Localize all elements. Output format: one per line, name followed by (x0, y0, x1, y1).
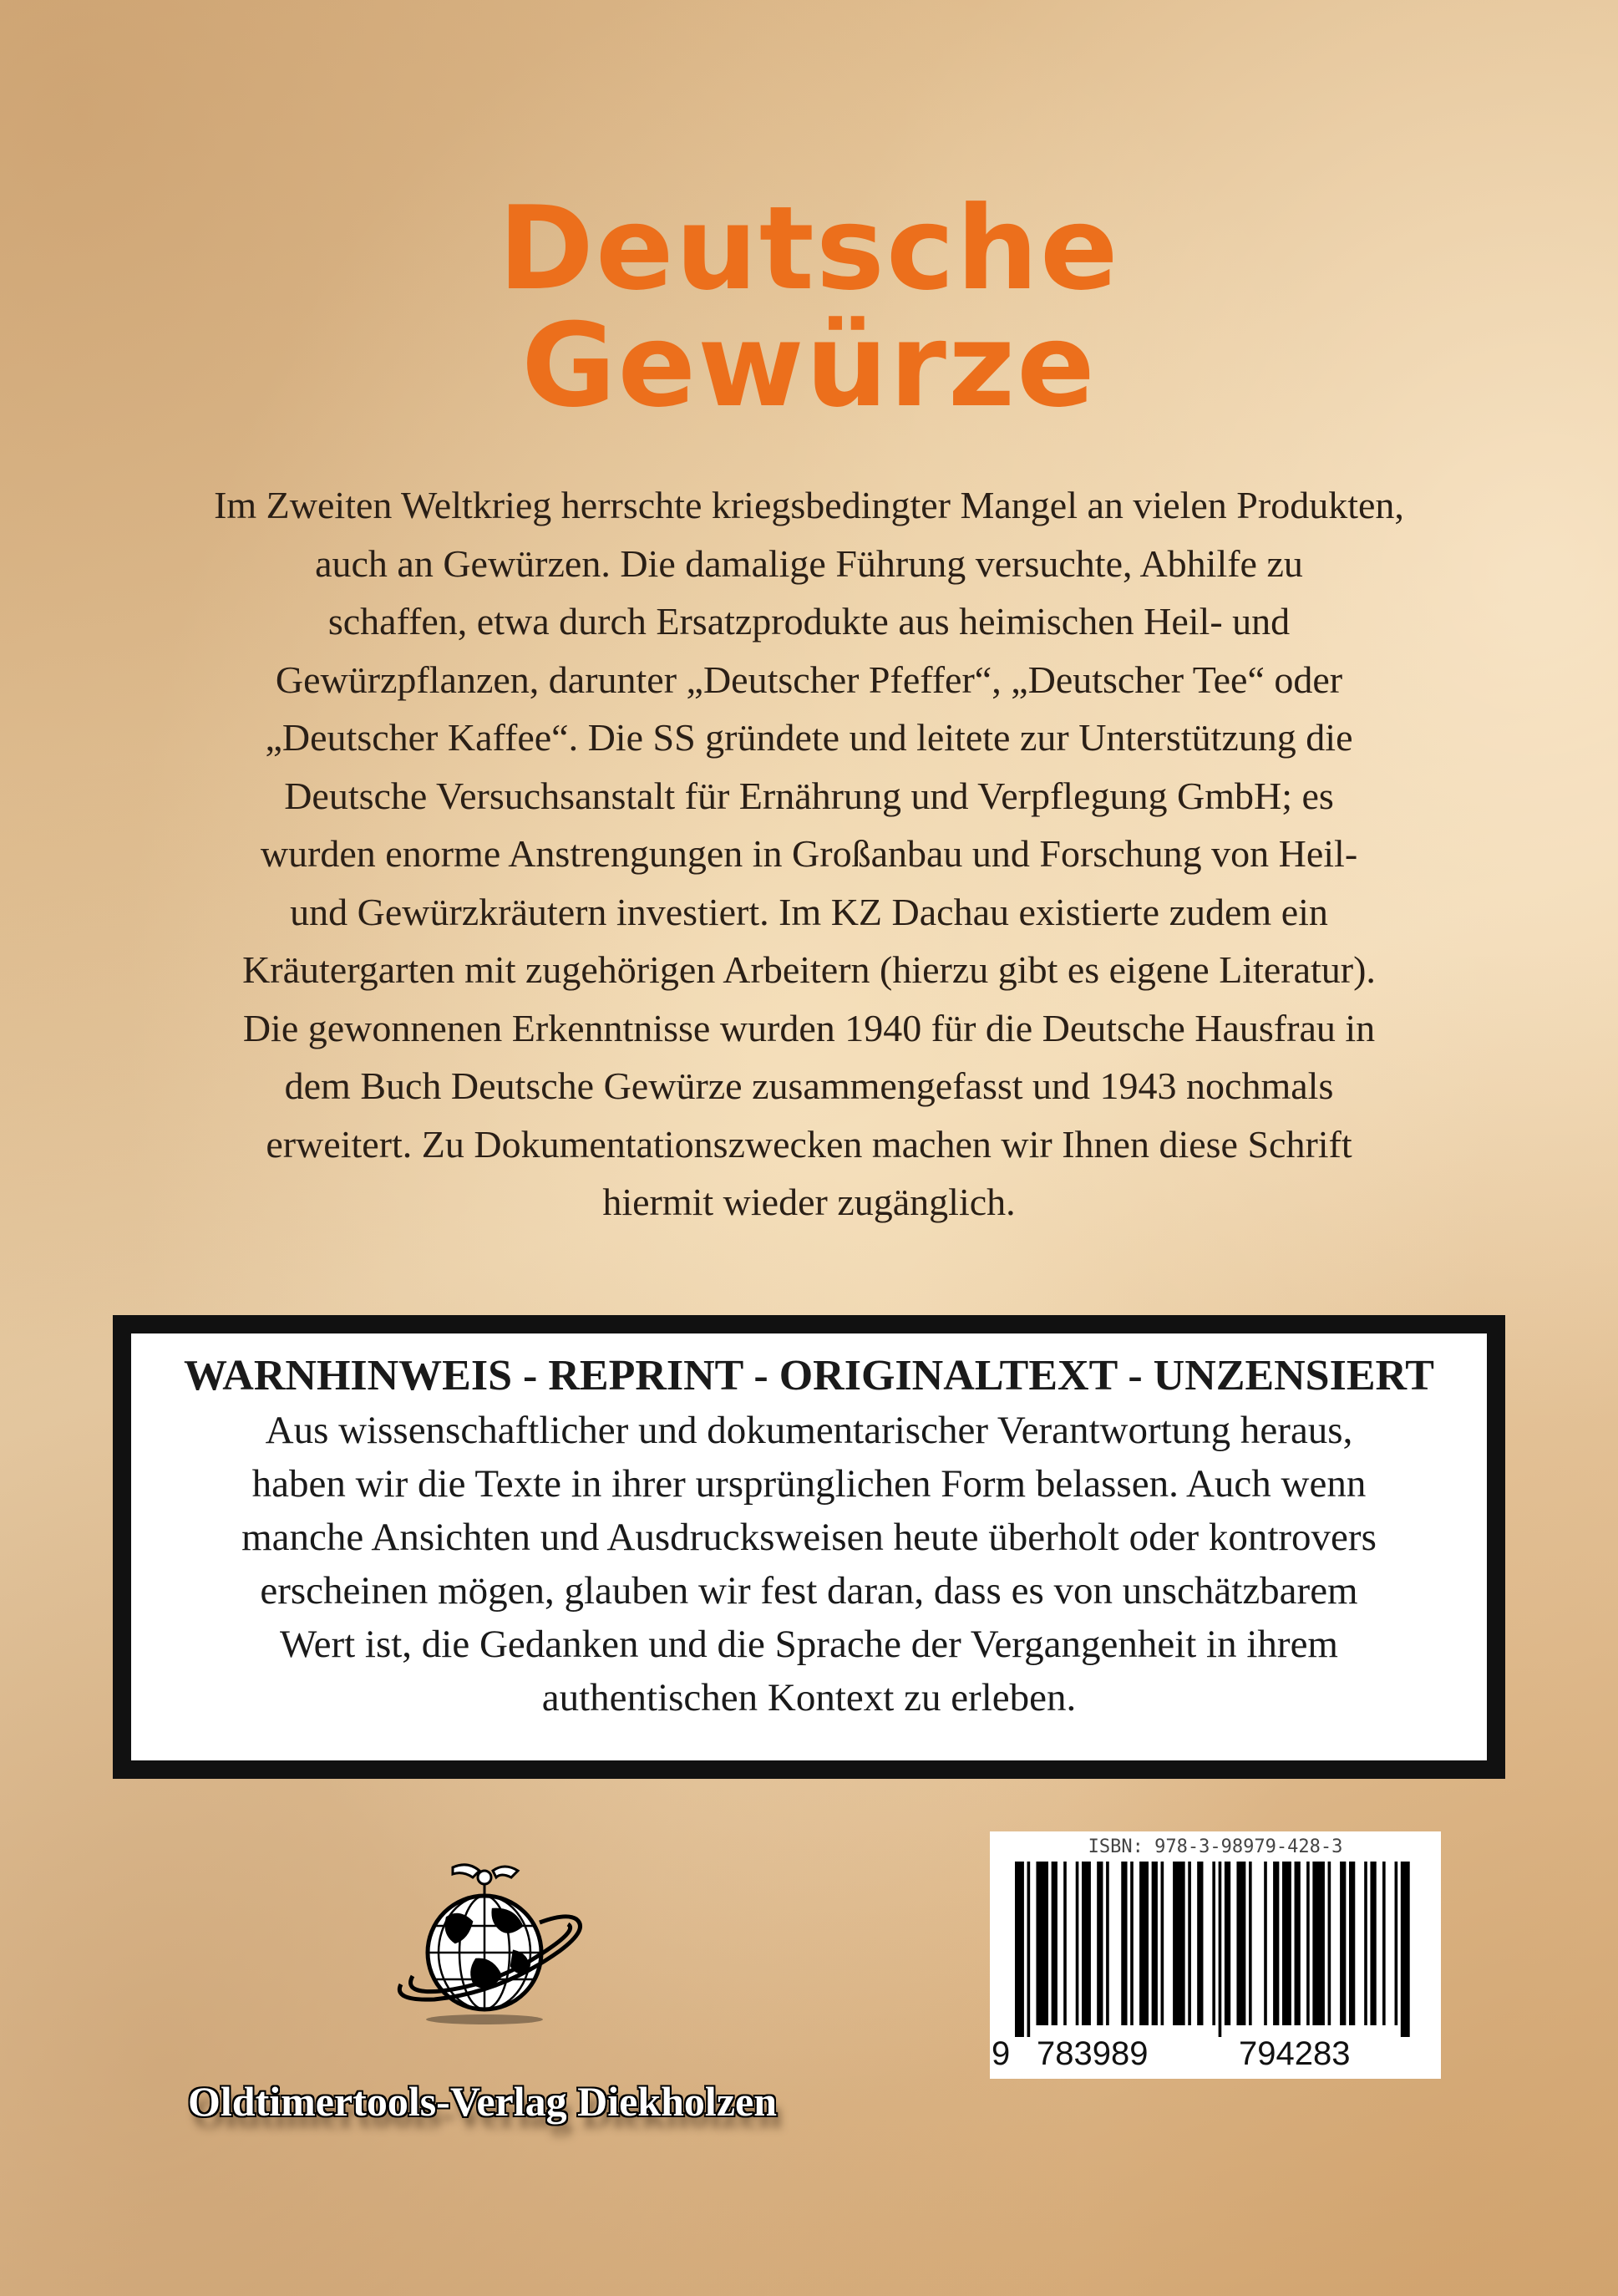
barcode-bar (1312, 1862, 1325, 2025)
barcode-bar (1188, 1862, 1191, 2025)
barcode-bar (1225, 1862, 1230, 2025)
barcode-bar (1027, 1862, 1031, 2037)
description-line: schaffen, etwa durch Ersatzprodukte aus heimischen Heil- und (327, 600, 1291, 643)
barcode-bar (1121, 1862, 1127, 2025)
description-line: und Gewürzkräutern investiert. Im KZ Dachau existierte zudem ein (290, 890, 1328, 933)
barcode-bar (1282, 1862, 1291, 2025)
barcode-bar (1273, 1862, 1279, 2025)
barcode-bar (1328, 1862, 1331, 2025)
barcode-bars (1015, 1862, 1416, 2037)
description-text (167, 476, 1451, 1232)
barcode-bar (1161, 1862, 1164, 2025)
barcode-bar (1264, 1862, 1267, 2025)
warning-box (113, 1315, 1505, 1779)
warning-line: erscheinen mögen, glauben wir fest daran, dass es von unschätzbarem (260, 1569, 1358, 1613)
barcode-bar (1249, 1862, 1252, 2025)
description-line: hiermit wieder zugänglich. (602, 1181, 1016, 1223)
publisher-name: Oldtimertools-Verlag Diekholzen (188, 2078, 778, 2125)
warning-line: Aus wissenschaftlicher und dokumentarischer Verantwortung heraus, (265, 1409, 1353, 1452)
isbn-label: ISBN: 978-3-98979-428-3 (1088, 1836, 1343, 1857)
barcode-bar (1097, 1862, 1103, 2025)
description-line: Im Zweiten Weltkrieg herrschte kriegsbedingter Mangel an vielen Produkten, (214, 484, 1404, 526)
barcode-bar (1197, 1862, 1203, 2025)
barcode-bar (1130, 1862, 1134, 2025)
barcode-bar (1370, 1862, 1376, 2025)
description-line: Die gewonnenen Erkenntnisse wurden 1940 für die Deutsche Hausfrau in (242, 1006, 1376, 1049)
barcode-digit-first: 9 (992, 2035, 1011, 2072)
book-title-line-1: Deutsche (498, 181, 1120, 316)
warning-line: authentischen Kontext zu erleben. (541, 1676, 1077, 1719)
barcode-bar (1076, 1862, 1079, 2025)
warning-line: manche Ansichten und Ausdrucksweisen heute überholt oder kontrovers (241, 1516, 1377, 1559)
barcode-digits-right: 794283 (1239, 2035, 1351, 2072)
barcode-bar (1212, 1862, 1215, 2025)
barcode-bar (1173, 1862, 1185, 2025)
barcode-bar (1015, 1862, 1024, 2037)
barcode-bar (1340, 1862, 1346, 2025)
barcode-bar (1052, 1862, 1058, 2025)
description-line: Kräutergarten mit zugehörigen Arbeitern (hierzu gibt es eigene Literatur). (242, 948, 1376, 991)
barcode-bar (1364, 1862, 1367, 2025)
globe-planet-icon (376, 1859, 593, 2026)
warning-text (153, 1404, 1465, 1725)
barcode-bar (1306, 1862, 1310, 2025)
description-line: dem Buch Deutsche Gewürze zusammengefasst und 1943 nochmals (284, 1064, 1334, 1107)
description-line: Gewürzpflanzen, darunter „Deutscher Pfeffer“, „Deutscher Tee“ oder (275, 658, 1343, 701)
warning-heading: WARNHINWEIS - REPRINT - ORIGINALTEXT - UNZENSIERT (184, 1352, 1434, 1399)
barcode-bar (1152, 1862, 1158, 2025)
warning-line: Wert ist, die Gedanken und die Sprache der Vergangenheit in ihrem (279, 1623, 1338, 1666)
isbn-barcode (990, 1831, 1441, 2079)
barcode-bar (1219, 1862, 1222, 2037)
barcode-bar (1082, 1862, 1091, 2025)
description-line: „Deutscher Kaffee“. Die SS gründete und leitete zur Unterstützung die (265, 716, 1353, 759)
book-title-line-2: Gewürze (521, 298, 1097, 433)
barcode-bar (1382, 1862, 1386, 2025)
barcode-bar (1401, 1862, 1410, 2037)
barcode-bar (1036, 1862, 1048, 2025)
barcode-bar (1139, 1862, 1149, 2025)
publisher-logo (376, 1859, 593, 2026)
barcode-bar (1395, 1862, 1398, 2025)
barcode-bar (1106, 1862, 1109, 2025)
barcode-bar (1063, 1862, 1067, 2025)
warning-box-inner (131, 1333, 1487, 1760)
description-line: Deutsche Versuchsanstalt für Ernährung und Verpflegung GmbH; es (284, 774, 1334, 817)
barcode-bar (1349, 1862, 1355, 2025)
description-line: auch an Gewürzen. Die damalige Führung versuchte, Abhilfe zu (315, 541, 1303, 585)
description-line: erweitert. Zu Dokumentationszwecken machen wir Ihnen diese Schrift (266, 1122, 1352, 1166)
barcode-bar (1236, 1862, 1245, 2025)
description-line: wurden enorme Anstrengungen in Großanbau und Forschung von Heil- (260, 832, 1358, 875)
warning-line: haben wir die Texte in ihrer ursprünglichen Form belassen. Auch wenn (251, 1462, 1367, 1506)
barcode-digits-left: 783989 (1037, 2035, 1149, 2072)
barcode-bar (1295, 1862, 1301, 2025)
